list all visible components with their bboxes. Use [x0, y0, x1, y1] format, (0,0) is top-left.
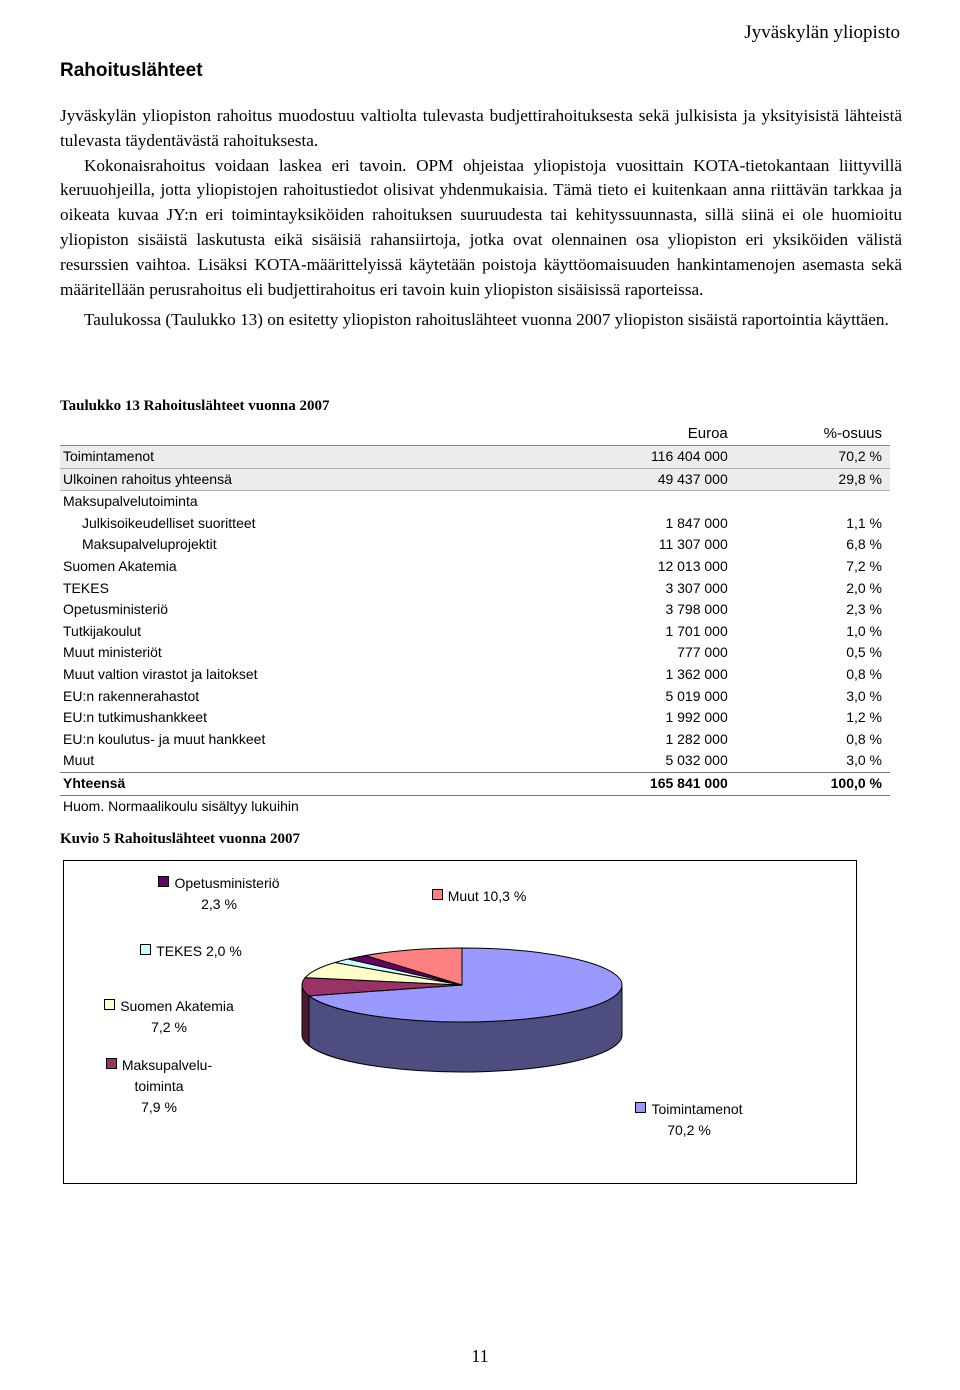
row-percent: 1,2 % — [846, 709, 882, 726]
row-euro: 3 798 000 — [665, 601, 728, 618]
row-euro: 116 404 000 — [538, 446, 731, 469]
table-row — [60, 729, 890, 751]
total-label: Yhteensä — [60, 772, 538, 795]
table-row — [60, 686, 890, 708]
row-percent: 0,8 % — [846, 730, 882, 747]
table-row — [60, 446, 890, 469]
row-euro: 5 019 000 — [665, 687, 728, 704]
table-note: Huom. Normaalikoulu sisältyy lukuihin — [63, 797, 299, 814]
row-euro: 11 307 000 — [658, 536, 728, 553]
column-header-percent: %-osuus — [731, 423, 890, 446]
paragraph-2: Kokonaisrahoitus voidaan laskea eri tavoin. OPM ohjeistaa yliopistoja vuosittain KOTA-tietokantaan liittyvillä keruuohjeilla, jotta yliopistojen rahoitustiedot olisivat yhdenmukaisia. Tämä tieto ei kuitenkaan anna riittävän tarkkaa ja oikeata kuvaa JY:n eri toimintayksiköiden rahoituksen suuruudesta tai kehityssuunnasta, sillä siinä ei ole huomioitu yliopiston sisäistä laskutusta eikä sisäisiä rahansiirtoja, jotka ovat olennainen osa yliopiston eri yksiköiden välistä resurssien vaihtoa. Lisäksi KOTA-määrittelyissä käytetään poistoja käyttöomaisuuden hankintamenojen asemasta sekä määritellään perusrahoitus eli budjettirahoitus eri tavoin kuin yliopiston sisäisissä raporteissa. — [60, 155, 902, 299]
row-label: Ulkoinen rahoitus yhteensä — [60, 468, 538, 491]
row-label: Tutkijakoulut — [63, 622, 142, 639]
pie-label-text: 70,2 % — [667, 1122, 711, 1138]
total-percent: 100,0 % — [731, 772, 890, 795]
legend-swatch — [106, 1058, 117, 1069]
row-label: Maksupalvelutoiminta — [63, 493, 198, 510]
table-row — [60, 513, 890, 535]
row-percent: 3,0 % — [846, 687, 882, 704]
table-row — [60, 621, 890, 643]
row-label: Maksupalveluprojektit — [82, 536, 217, 553]
row-label: EU:n rakennerahastot — [63, 687, 200, 704]
table-row — [60, 534, 890, 556]
paragraph-3: Taulukossa (Taulukko 13) on esitetty yliopiston rahoituslähteet vuonna 2007 yliopiston sisäistä raportointia käyttäen. — [84, 310, 889, 330]
table-caption: Taulukko 13 Rahoituslähteet vuonna 2007 — [60, 398, 330, 414]
row-label: EU:n koulutus- ja muut hankkeet — [63, 730, 266, 747]
pie-label-text: Muut 10,3 % — [447, 888, 527, 904]
row-euro: 777 000 — [677, 644, 728, 661]
row-label: Muut valtion virastot ja laitokset — [63, 665, 258, 682]
row-percent: 29,8 % — [731, 468, 890, 491]
row-percent: 70,2 % — [731, 446, 890, 469]
legend-swatch — [104, 999, 115, 1010]
row-euro: 1 701 000 — [665, 622, 728, 639]
table-row — [60, 707, 890, 729]
pie-label-suomen-akatemia — [84, 996, 254, 1038]
row-percent: 0,8 % — [846, 665, 882, 682]
figure-caption: Kuvio 5 Rahoituslähteet vuonna 2007 — [60, 831, 301, 847]
pie-label-text: toiminta — [134, 1078, 184, 1094]
pie-label-text: 7,2 % — [151, 1019, 187, 1035]
table-header-row — [60, 423, 890, 446]
row-euro: 49 437 000 — [538, 468, 731, 491]
row-percent: 3,0 % — [846, 752, 882, 769]
pie-label-tekes — [116, 941, 266, 962]
legend-swatch — [635, 1102, 646, 1113]
table-row — [60, 491, 890, 513]
header-organization: Jyväskylän yliopisto — [744, 22, 900, 43]
legend-swatch — [432, 889, 443, 900]
table-row — [60, 642, 890, 664]
table-row — [60, 664, 890, 686]
table-total-row — [60, 772, 890, 795]
column-header-euro: Euroa — [538, 423, 731, 446]
total-euro: 165 841 000 — [538, 772, 731, 795]
row-label: EU:n tutkimushankkeet — [63, 709, 207, 726]
body-text — [60, 104, 902, 333]
pie-label-text: Suomen Akatemia — [120, 998, 234, 1014]
row-label: Suomen Akatemia — [63, 557, 177, 574]
row-euro: 1 847 000 — [665, 514, 728, 531]
pie-chart — [63, 860, 857, 1184]
row-label: Muut ministeriöt — [63, 644, 162, 661]
page-number: 11 — [471, 1346, 489, 1366]
table-row — [60, 556, 890, 578]
row-euro: 1 362 000 — [665, 665, 728, 682]
row-percent: 2,0 % — [846, 579, 882, 596]
table-row — [60, 599, 890, 621]
row-percent: 7,2 % — [846, 557, 882, 574]
row-euro: 12 013 000 — [657, 557, 728, 574]
row-euro — [538, 491, 731, 513]
pie-label-opetusministeri- — [134, 873, 304, 915]
row-euro: 1 282 000 — [665, 730, 728, 747]
row-label: Julkisoikeudelliset suoritteet — [82, 514, 256, 531]
row-percent — [731, 491, 890, 513]
table-row — [60, 468, 890, 491]
row-euro: 1 992 000 — [665, 709, 728, 726]
legend-swatch — [140, 944, 151, 955]
row-percent: 1,0 % — [846, 622, 882, 639]
legend-swatch — [158, 876, 169, 887]
pie-label-muut — [414, 886, 544, 907]
section-title: Rahoituslähteet — [60, 60, 203, 81]
row-label: Opetusministeriö — [63, 601, 169, 618]
row-label: Muut — [63, 752, 95, 769]
pie-label-text: 2,3 % — [201, 896, 237, 912]
row-label: TEKES — [63, 579, 109, 596]
row-percent: 0,5 % — [846, 644, 882, 661]
row-percent: 1,1 % — [846, 514, 882, 531]
row-label: Toimintamenot — [60, 446, 538, 469]
pie-label-text: 7,9 % — [141, 1099, 177, 1115]
pie-label-text: Opetusministeriö — [174, 875, 280, 891]
row-percent: 2,3 % — [846, 601, 882, 618]
pie-label-toimintamenot — [624, 1099, 754, 1141]
funding-table — [60, 423, 890, 816]
row-percent: 6,8 % — [846, 536, 882, 553]
row-euro: 3 307 000 — [665, 579, 728, 596]
table-row — [60, 750, 890, 772]
paragraph-1: Jyväskylän yliopiston rahoitus muodostuu valtiolta tulevasta budjettirahoituksesta sekä julkisista ja yksityisistä lähteistä tulevasta täydentävästä rahoituksesta. — [60, 106, 902, 150]
pie-label-text: Toimintamenot — [651, 1101, 743, 1117]
pie-label-text: TEKES 2,0 % — [156, 943, 242, 959]
row-euro: 5 032 000 — [665, 752, 728, 769]
table-row — [60, 578, 890, 600]
pie-label-maksupalvelutoiminta — [84, 1055, 234, 1118]
pie-label-text: Maksupalvelu- — [121, 1057, 213, 1073]
